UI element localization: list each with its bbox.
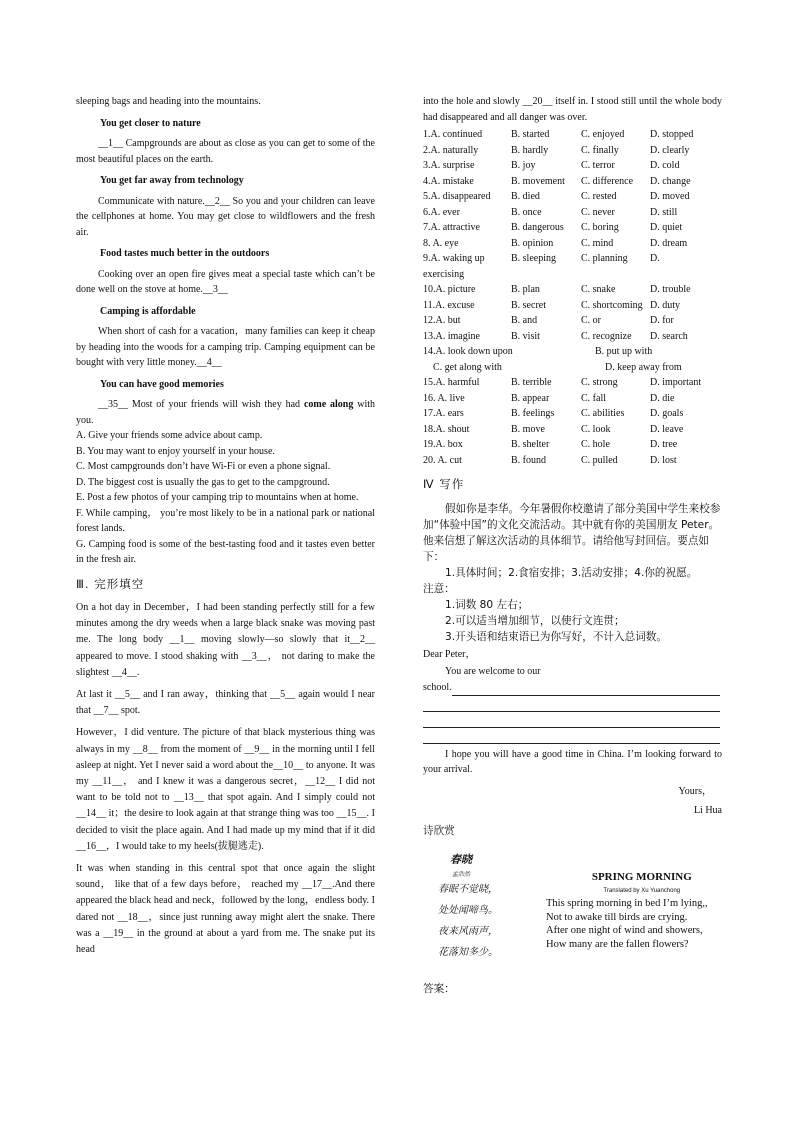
choice-option: D. cold <box>650 160 680 171</box>
option-list <box>76 428 375 568</box>
choice-option: D. lost <box>650 454 677 466</box>
choice-option: 19.A. box <box>423 439 463 450</box>
choice-option: D. clearly <box>650 144 690 156</box>
choice-option: C. or <box>581 315 601 326</box>
chinese-poem <box>438 849 498 963</box>
note-item: 1.词数 80 左右； <box>445 598 529 611</box>
choice-option: 10.A. picture <box>423 284 476 295</box>
block-heading: You get far away from technology <box>100 175 244 186</box>
block-5 <box>76 377 375 429</box>
option-d: D. The biggest cost is usually the gas to get to the campground. <box>76 476 330 488</box>
english-poem-title: SPRING MORNING <box>591 870 692 883</box>
block-text: Cooking over an open fire gives meat a special taste which can’t be done well on the stove at home.__3__ <box>76 268 375 295</box>
cloze-paragraph: On a hot day in December，I had been standing perfectly still for a few minutes among the dry weeds when a large black snake was moving past me. The long body __1__ moving slowly—so slowly that it__2__ appeared to move. I stood shaking with __3__， not daring to make the slightest __4__. <box>76 602 375 678</box>
choice-option: D. quiet <box>650 222 683 233</box>
choice-option: B. move <box>511 423 545 435</box>
choice-row <box>423 437 722 453</box>
choice-row <box>423 375 722 391</box>
choice-option: D. die <box>650 392 675 404</box>
choice-option: B. died <box>511 191 540 202</box>
choice-option: B. started <box>511 129 550 140</box>
choice-option: B. visit <box>511 330 540 342</box>
cloze-choices <box>423 127 722 468</box>
choice-option: C. mind <box>581 237 614 249</box>
choice-option: C. planning <box>581 253 628 264</box>
choice-option: 5.A. disappeared <box>423 191 491 202</box>
poem-area <box>423 849 722 979</box>
choice-row <box>423 329 722 345</box>
option-a: A. Give your friends some advice about camp. <box>76 430 263 441</box>
choice-row <box>423 282 722 298</box>
choice-option: 12.A. but <box>423 315 461 326</box>
choice-option: D. dream <box>650 237 688 249</box>
choice-row <box>423 313 722 329</box>
poem-section-title: 诗欣赏 <box>423 824 455 837</box>
choice-option: C. boring <box>581 222 619 233</box>
choice-option: 9.A. waking up <box>423 253 485 264</box>
writing-line[interactable] <box>423 712 720 728</box>
choice-row <box>423 158 722 174</box>
choice-row <box>423 189 722 205</box>
option-e: E. Post a few photos of your camping trip to mountains when at home. <box>76 492 359 503</box>
choice-option: 16. A. live <box>423 392 465 404</box>
block-1 <box>76 116 375 168</box>
block-4 <box>76 304 375 371</box>
choice-option: 20. A. cut <box>423 454 462 466</box>
choice-option: 1.A. continued <box>423 129 483 140</box>
choice-option: B. hardly <box>511 144 549 156</box>
block-text-post: with you. <box>76 399 376 426</box>
chinese-poem-line: 春眠不觉晓， <box>438 883 498 895</box>
notes-title: 注意： <box>423 582 455 595</box>
choice-option: C. enjoyed <box>581 129 625 140</box>
choice-option: D. for <box>650 315 674 326</box>
choice-option: C. fall <box>581 392 606 404</box>
choice-option: 11.A. excuse <box>423 299 475 311</box>
choice-option: B. once <box>511 206 542 218</box>
choice-row <box>423 251 722 282</box>
choice-option: B. sleeping <box>511 253 556 264</box>
block-heading: Food tastes much better in the outdoors <box>100 248 270 259</box>
choice-option: D. important <box>650 377 702 388</box>
choice-option: C. snake <box>581 284 616 295</box>
choice-option: B. movement <box>511 175 565 187</box>
choice-option: B. dangerous <box>511 222 564 233</box>
choice-row <box>423 220 722 236</box>
sign-off: Yours， <box>678 785 712 797</box>
choice-option: C. recognize <box>581 330 632 342</box>
choice-row <box>423 143 722 159</box>
choice-option: B. opinion <box>511 237 554 249</box>
choice-option: D. leave <box>650 423 684 435</box>
choice-row <box>423 344 722 375</box>
right-column <box>423 94 722 997</box>
choice-option: D. <box>650 253 660 264</box>
letter-opening-cont: school. <box>423 682 452 693</box>
choice-option: C. rested <box>581 191 617 202</box>
choice-row <box>423 406 722 422</box>
option-c: C. Most campgrounds don’t have Wi-Fi or even a phone signal. <box>76 461 331 472</box>
choice-option: D. moved <box>650 191 690 202</box>
cloze-paragraph: At last it __5__ and I ran away，thinking that __5__ again would I near that __7__ spot. <box>76 689 375 717</box>
letter-opening: You are welcome to our <box>445 666 541 677</box>
choice-option: B. appear <box>511 392 550 404</box>
cloze-passage <box>76 600 375 958</box>
choice-option: B. joy <box>511 160 536 171</box>
choice-option: C. terror <box>581 160 615 171</box>
choice-option: D. trouble <box>650 284 691 295</box>
chinese-poem-title: 春晓 <box>450 852 472 866</box>
block-text <box>76 397 375 428</box>
answer-label: 答案： <box>423 982 455 995</box>
block-heading: Camping is affordable <box>100 305 196 317</box>
choice-option: B. put up with <box>595 346 653 357</box>
english-poem <box>546 871 708 952</box>
choice-option: C. abilities <box>581 408 625 419</box>
choice-option: D. goals <box>650 408 684 419</box>
option-b: B. You may want to enjoy yourself in your house. <box>76 445 275 457</box>
block-text: When short of cash for a vacation，many families can keep it cheap by heading into the woods for a camping trip. Camping equipment can be bought with very little money.__4__ <box>76 326 375 368</box>
cloze-paragraph: It was when standing in this central spot that once again the slight sound， like that of a few days before， reached my __17__.And there appeared the black head and neck，followed by the long，endless body. I dared not __18__，since just running away might alert the snake. There was a __19__ in the ground at about a yard from me. The snake put its head <box>76 863 375 956</box>
choice-option: 6.A. ever <box>423 206 460 218</box>
choice-option: D. stopped <box>650 129 694 140</box>
choice-option: 7.A. attractive <box>423 222 480 233</box>
choice-option: B. found <box>511 454 546 466</box>
block-text: Communicate with nature.__2__ So you and your children can leave the cellphones at home. You may get close to wildflowers and the fresh air. <box>76 195 375 238</box>
choice-option: B. feelings <box>511 408 555 419</box>
choice-row <box>423 174 722 190</box>
english-poem-line: This spring morning in bed I’m lying,, <box>546 898 708 909</box>
choice-option: 15.A. harmful <box>423 377 480 388</box>
intro-line: sleeping bags and heading into the mountains. <box>76 96 261 107</box>
choice-option: 14.A. look down upon <box>423 346 513 357</box>
choice-row <box>423 298 722 314</box>
choice-option: D. still <box>650 206 678 218</box>
choice-option: B. plan <box>511 284 540 295</box>
writing-line[interactable] <box>423 696 720 712</box>
writing-line[interactable] <box>423 728 720 744</box>
letter-closing: I hope you will have a good time in China. I’m looking forward to your arrival. <box>423 748 722 775</box>
choice-option: B. and <box>511 315 538 326</box>
choice-row <box>423 236 722 252</box>
english-poem-line: Not to awake till birds are crying. <box>546 911 688 923</box>
choice-option: 18.A. shout <box>423 423 470 435</box>
note-item: 3.开头语和结束语已为你写好，不计入总词数。 <box>445 630 667 643</box>
block-3 <box>76 246 375 298</box>
choice-option: 4.A. mistake <box>423 175 474 187</box>
choice-option: C. look <box>581 423 611 435</box>
choice-option: C. never <box>581 206 615 218</box>
choice-option: C. pulled <box>581 454 618 466</box>
choice-option: 8. A. eye <box>423 237 459 249</box>
letter-first-line <box>423 680 722 696</box>
choice-option: 3.A. surprise <box>423 160 475 171</box>
english-poem-translator: Translated by Xu Yuanchong <box>603 888 681 894</box>
block-text-bold: come along <box>303 399 354 410</box>
chinese-poem-line: 处处闻啼鸟。 <box>438 904 498 916</box>
choice-option: C. difference <box>581 175 634 187</box>
choice-option: 13.A. imagine <box>423 330 480 342</box>
choice-option: D. keep away from <box>605 361 682 373</box>
chinese-poem-line: 花落知多少。 <box>438 946 498 958</box>
cloze-paragraph: However，I did venture. The picture of that black mysterious thing was always in my __8__ from the moment of __9__ in the morning until I fell asleep at night. Yet I never said a word about the__10__ to anyone. It was my __11__， and I knew it was a dangerous secret，__12__ I did not want to be told not to __13__ that spot again. And I simply could not __14__ it；the desire to look again at that strange thing was too __15__. I decided to visit the place again. And I had made up my mind that if it did __16__，I would take to my heels(拔腿逃走). <box>76 727 375 852</box>
note-item: 2.可以适当增加细节，以使行文连贯； <box>445 614 625 627</box>
block-text: __1__ Campgrounds are about as close as you can get to some of the most beautiful places on the earth. <box>76 138 375 165</box>
choice-option: C. get along with <box>433 361 502 373</box>
choice-option: B. shelter <box>511 439 550 450</box>
choice-option: 2.A. naturally <box>423 144 479 156</box>
choice-row <box>423 453 722 469</box>
english-poem-line: After one night of wind and showers, <box>546 925 703 936</box>
choice-option: C. shortcoming <box>581 299 643 311</box>
choice-row <box>423 391 722 407</box>
block-2 <box>76 173 375 240</box>
block-text-pre: __35__ Most of your friends will wish they had <box>98 399 304 410</box>
choice-option: C. finally <box>581 144 619 156</box>
choice-option: D. duty <box>650 299 680 311</box>
writing-prompt: 假如你是李华。今年暑假你校邀请了部分美国中学生来校参加“体验中国”的文化交流活动。其中就有你的美国朋友 Peter。他来信想了解这次活动的具体细节。请给他写封回信。要点如下： <box>423 502 721 563</box>
choice-option: C. strong <box>581 377 618 388</box>
choice-row <box>423 422 722 438</box>
option-g: G. Camping food is some of the best-tasting food and it tastes even better in the fresh air. <box>76 538 375 565</box>
chinese-poem-author: 孟浩然 <box>452 870 471 878</box>
letter-greeting: Dear Peter， <box>423 648 476 660</box>
english-poem-line: How many are the fallen flowers? <box>546 938 689 950</box>
writing-points: 1.具体时间；2.食宿安排；3.活动安排；4.你的祝愿。 <box>445 566 698 579</box>
choice-option: 17.A. ears <box>423 408 464 419</box>
option-f: F. While camping， you’re most likely to be in a national park or national forest lands. <box>76 507 375 534</box>
choice-option: D. search <box>650 330 688 342</box>
block-heading: You can have good memories <box>100 378 224 390</box>
choice-option: D. tree <box>650 439 678 450</box>
choice-option: B. terrible <box>511 377 552 388</box>
writing-line[interactable] <box>452 680 720 696</box>
choice-row <box>423 205 722 221</box>
choice-option: D. change <box>650 175 691 187</box>
section-3-title: Ⅲ. 完形填空 <box>76 576 145 591</box>
choice-option-wrap: exercising <box>423 268 465 280</box>
block-heading: You get closer to nature <box>100 117 201 129</box>
section-4-title: Ⅳ 写作 <box>423 477 465 491</box>
choice-option: B. secret <box>511 299 546 311</box>
chinese-poem-line: 夜来风雨声， <box>438 925 498 937</box>
left-column <box>76 94 375 958</box>
cloze-continuation: into the hole and slowly __20__ itself in. I stood still until the whole body had disappeared and all danger was over. <box>423 96 722 123</box>
choice-row <box>423 127 722 143</box>
choice-option: C. hole <box>581 439 610 450</box>
signature: Li Hua <box>693 805 722 816</box>
